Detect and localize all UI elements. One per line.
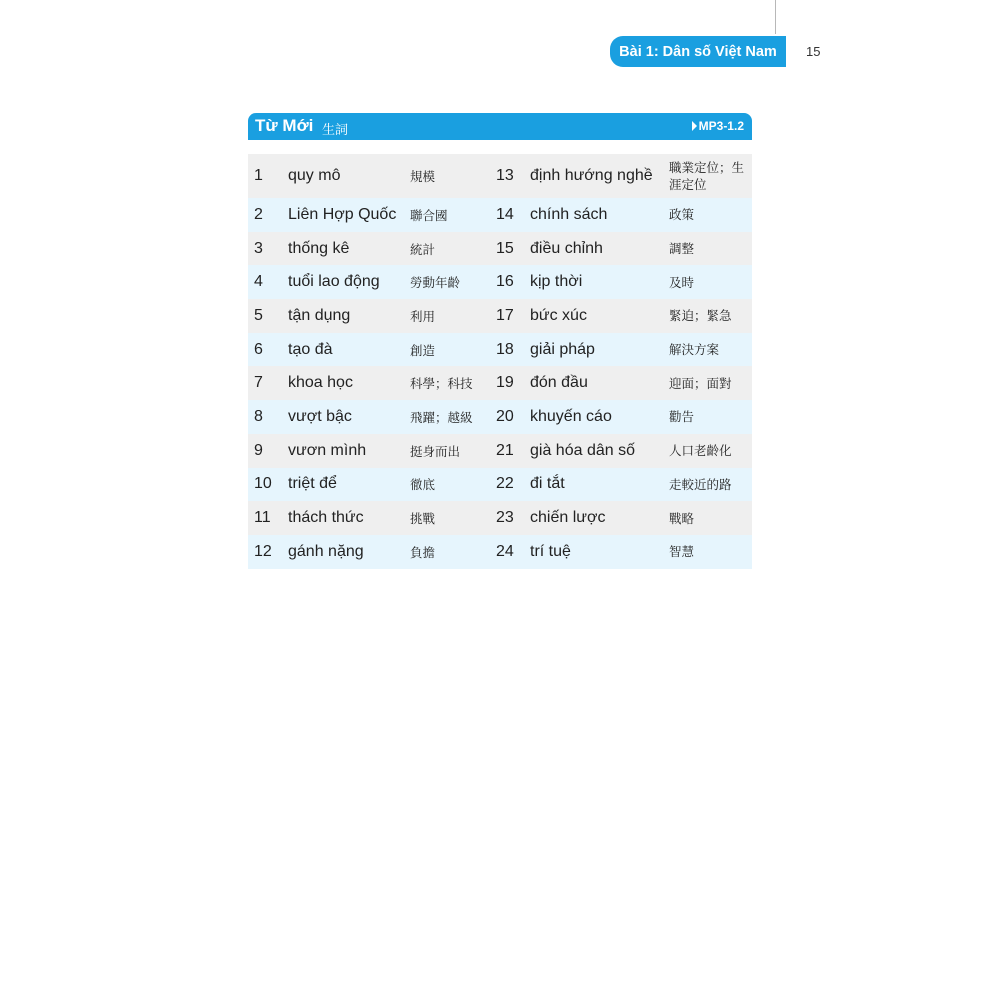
vietnamese-word: thách thức bbox=[288, 509, 364, 527]
vocab-row bbox=[248, 232, 752, 266]
chinese-translation: 職業定位；生涯定位 bbox=[669, 160, 745, 192]
audio-track[interactable] bbox=[692, 119, 744, 133]
vocab-table bbox=[248, 154, 752, 569]
chinese-translation: 規模 bbox=[410, 169, 436, 184]
chinese-translation: 創造 bbox=[410, 342, 436, 358]
vocab-row bbox=[248, 265, 752, 299]
vietnamese-word: đi tắt bbox=[530, 475, 565, 493]
word-number: 21 bbox=[496, 441, 514, 459]
vietnamese-word: chiến lược bbox=[530, 509, 606, 527]
page-divider-line bbox=[775, 0, 776, 34]
chinese-translation: 利用 bbox=[410, 308, 436, 324]
vietnamese-word: tuổi lao động bbox=[288, 273, 380, 291]
word-number: 5 bbox=[254, 306, 263, 324]
chinese-translation: 及時 bbox=[669, 274, 695, 290]
chinese-translation: 飛躍；越級 bbox=[410, 409, 473, 425]
word-number: 8 bbox=[254, 407, 263, 425]
chinese-translation: 徹底 bbox=[410, 477, 436, 493]
vietnamese-word: chính sách bbox=[530, 205, 608, 223]
vietnamese-word: già hóa dân số bbox=[530, 441, 635, 459]
vocab-row bbox=[248, 333, 752, 367]
vietnamese-word: khoa học bbox=[288, 374, 353, 392]
play-icon bbox=[692, 121, 697, 131]
chinese-translation: 迎面；面對 bbox=[669, 375, 732, 391]
lesson-title-tab bbox=[610, 36, 786, 67]
chinese-translation: 人口老齡化 bbox=[669, 443, 732, 459]
vietnamese-word: đón đầu bbox=[530, 374, 588, 392]
word-number: 14 bbox=[496, 205, 514, 223]
word-number: 11 bbox=[254, 509, 271, 527]
word-number: 20 bbox=[496, 407, 514, 425]
word-number: 22 bbox=[496, 475, 514, 493]
vietnamese-word: định hướng nghề bbox=[530, 167, 653, 184]
vocab-row bbox=[248, 198, 752, 232]
chinese-translation: 挺身而出 bbox=[410, 443, 461, 459]
chinese-translation: 政策 bbox=[669, 207, 695, 223]
chinese-translation: 解決方案 bbox=[669, 342, 720, 358]
word-number: 3 bbox=[254, 239, 263, 257]
word-number: 7 bbox=[254, 374, 263, 392]
vietnamese-word: quy mô bbox=[288, 167, 341, 184]
vietnamese-word: trí tuệ bbox=[530, 542, 571, 560]
vocab-row bbox=[248, 501, 752, 535]
chinese-translation: 聯合國 bbox=[410, 207, 448, 223]
chinese-translation: 負擔 bbox=[410, 544, 436, 560]
chinese-translation: 勸告 bbox=[669, 409, 695, 425]
word-number: 6 bbox=[254, 340, 263, 358]
chinese-translation: 走較近的路 bbox=[669, 476, 732, 492]
vietnamese-word: triệt để bbox=[288, 475, 337, 493]
word-number: 1 bbox=[254, 167, 263, 184]
vietnamese-word: tận dụng bbox=[288, 306, 351, 324]
word-number: 16 bbox=[496, 273, 514, 291]
word-number: 23 bbox=[496, 509, 514, 527]
word-number: 19 bbox=[496, 374, 514, 392]
vocab-row bbox=[248, 400, 752, 434]
word-number: 13 bbox=[496, 167, 514, 184]
vocab-row bbox=[248, 434, 752, 468]
vietnamese-word: giải pháp bbox=[530, 340, 595, 358]
vietnamese-word: thống kê bbox=[288, 239, 350, 257]
audio-track-label: MP3-1.2 bbox=[698, 119, 744, 133]
word-number: 2 bbox=[254, 205, 263, 223]
vocab-row bbox=[248, 366, 752, 400]
vietnamese-word: vượt bậc bbox=[288, 407, 352, 425]
chinese-translation: 智慧 bbox=[669, 544, 695, 560]
vietnamese-word: vươn mình bbox=[288, 441, 367, 459]
chinese-translation: 挑戰 bbox=[410, 511, 436, 527]
vietnamese-word: tạo đà bbox=[288, 340, 333, 358]
word-number: 4 bbox=[254, 273, 263, 291]
vietnamese-word: kịp thời bbox=[530, 273, 583, 291]
word-number: 9 bbox=[254, 441, 263, 459]
vietnamese-word: khuyến cáo bbox=[530, 407, 612, 425]
vietnamese-word: điều chỉnh bbox=[530, 239, 603, 257]
word-number: 15 bbox=[496, 239, 514, 257]
word-number: 24 bbox=[496, 542, 514, 560]
vietnamese-word: Liên Hợp Quốc bbox=[288, 205, 397, 223]
vocab-header bbox=[248, 113, 752, 140]
chinese-translation: 調整 bbox=[669, 241, 695, 257]
vocab-row bbox=[248, 535, 752, 569]
chinese-translation: 統計 bbox=[410, 241, 436, 257]
chinese-translation: 緊迫；緊急 bbox=[669, 308, 732, 324]
vocab-title: Từ Mới bbox=[255, 116, 314, 135]
word-number: 12 bbox=[254, 542, 272, 560]
vietnamese-word: gánh nặng bbox=[288, 542, 364, 560]
page-number: 15 bbox=[806, 44, 821, 59]
vocab-title-zh: 生詞 bbox=[322, 123, 349, 138]
chinese-translation: 科學；科技 bbox=[410, 376, 473, 392]
vietnamese-word: bức xúc bbox=[530, 306, 587, 324]
word-number: 10 bbox=[254, 475, 272, 493]
lesson-title: Bài 1: Dân số Việt Nam bbox=[619, 43, 777, 60]
vocab-row bbox=[248, 299, 752, 333]
chinese-translation: 勞動年齡 bbox=[410, 275, 461, 291]
vocab-row bbox=[248, 468, 752, 502]
word-number: 18 bbox=[496, 340, 514, 358]
word-number: 17 bbox=[496, 306, 514, 324]
vocab-row bbox=[248, 154, 752, 198]
chinese-translation: 戰略 bbox=[669, 510, 695, 526]
